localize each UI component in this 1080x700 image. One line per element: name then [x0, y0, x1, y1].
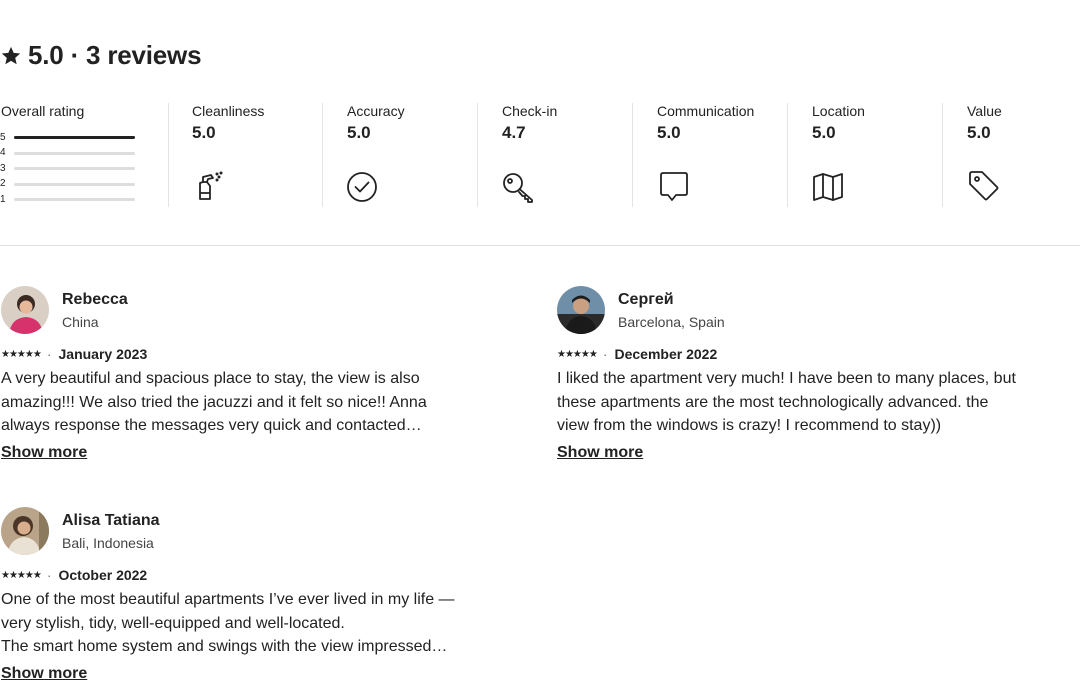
reviewer-location: China — [62, 314, 99, 330]
section-divider — [0, 245, 1080, 246]
chat-bubble-icon — [657, 169, 691, 203]
avatar[interactable] — [1, 507, 49, 555]
rating-bar-track — [14, 152, 135, 155]
review-date: October 2022 — [58, 567, 148, 583]
rating-bar-track — [14, 136, 135, 139]
category-communication — [657, 103, 754, 207]
rating-bar-label: 4 — [0, 147, 6, 159]
review-stars: ★★★★★ — [1, 348, 41, 360]
reviewer-name: Сергей — [618, 291, 674, 308]
map-icon — [812, 169, 846, 203]
spray-bottle-icon — [192, 169, 226, 203]
rating-bar-track — [14, 167, 135, 170]
category-label: Check-in — [502, 103, 558, 119]
review-stars: ★★★★★ — [557, 348, 597, 360]
category-divider — [168, 103, 169, 207]
category-divider — [477, 103, 478, 207]
review-text: A very beautiful and spacious place to stay, the view is also amazing!!! We also tried the jacuzzi and it felt so nice!! Anna always response the messages very quick and contacted… — [1, 370, 427, 434]
category-check-in — [502, 103, 557, 207]
category-score: 5.0 — [657, 123, 681, 142]
check-circle-icon — [347, 169, 381, 203]
review-text: I liked the apartment very much! I have been to many places, but these apartments are the most technologically advanced. the view from the windows is crazy! I recommend to stay)) — [557, 370, 1016, 434]
category-divider — [632, 103, 633, 207]
rating-bar-label: 2 — [0, 178, 6, 190]
key-icon — [502, 169, 536, 203]
rating-bar-row — [0, 177, 135, 193]
category-divider — [942, 103, 943, 207]
rating-header — [0, 40, 201, 71]
rating-bar-label: 1 — [0, 193, 6, 205]
separator-dot: · — [46, 567, 52, 583]
category-score: 5.0 — [967, 123, 991, 142]
separator-dot: · — [46, 346, 52, 362]
rating-bar-fill — [14, 136, 135, 139]
category-label: Value — [967, 103, 1002, 119]
rating-bar-label: 5 — [0, 131, 6, 143]
review-meta — [1, 346, 147, 362]
show-more-link[interactable]: Show more — [1, 665, 88, 682]
separator-dot: · — [602, 346, 608, 362]
star-icon — [0, 45, 22, 67]
reviewer-location: Bali, Indonesia — [62, 535, 154, 551]
category-value — [967, 103, 1002, 207]
show-more-link[interactable]: Show more — [557, 444, 644, 461]
price-tag-icon — [967, 169, 1001, 203]
review-text: One of the most beautiful apartments I’ve ever lived in my life — very stylish, tidy, well-equipped and well-located. The smart home system and swings with the view impressed… — [1, 591, 455, 655]
category-label: Accuracy — [347, 103, 405, 119]
rating-summary-title: 5.0 · 3 reviews — [28, 40, 202, 70]
overall-rating-label: Overall rating — [1, 103, 85, 119]
rating-bar-row — [0, 146, 135, 162]
rating-bar-row — [0, 192, 135, 208]
rating-bar-row — [0, 130, 135, 146]
review-card — [557, 286, 1017, 476]
rating-bar-label: 3 — [0, 162, 6, 174]
category-score: 4.7 — [502, 123, 526, 142]
category-score: 5.0 — [812, 123, 836, 142]
rating-distribution — [0, 130, 135, 208]
rating-bar-track — [14, 198, 135, 201]
review-meta — [557, 346, 717, 362]
show-more-link[interactable]: Show more — [1, 444, 88, 461]
category-cleanliness — [192, 103, 264, 207]
category-divider — [787, 103, 788, 207]
review-card — [1, 286, 461, 476]
avatar[interactable] — [557, 286, 605, 334]
review-date: January 2023 — [58, 346, 148, 362]
review-meta — [1, 567, 147, 583]
category-label: Communication — [657, 103, 755, 119]
rating-bar-row — [0, 161, 135, 177]
category-score: 5.0 — [192, 123, 216, 142]
reviewer-location: Barcelona, Spain — [618, 314, 725, 330]
category-label: Cleanliness — [192, 103, 265, 119]
category-score: 5.0 — [347, 123, 371, 142]
category-divider — [322, 103, 323, 207]
category-accuracy — [347, 103, 405, 207]
avatar[interactable] — [1, 286, 49, 334]
review-stars: ★★★★★ — [1, 569, 41, 581]
review-card — [1, 507, 461, 697]
reviewer-name: Alisa Tatiana — [62, 512, 160, 529]
reviewer-name: Rebecca — [62, 291, 128, 308]
review-date: December 2022 — [614, 346, 718, 362]
rating-bar-track — [14, 183, 135, 186]
category-label: Location — [812, 103, 865, 119]
category-location — [812, 103, 865, 207]
